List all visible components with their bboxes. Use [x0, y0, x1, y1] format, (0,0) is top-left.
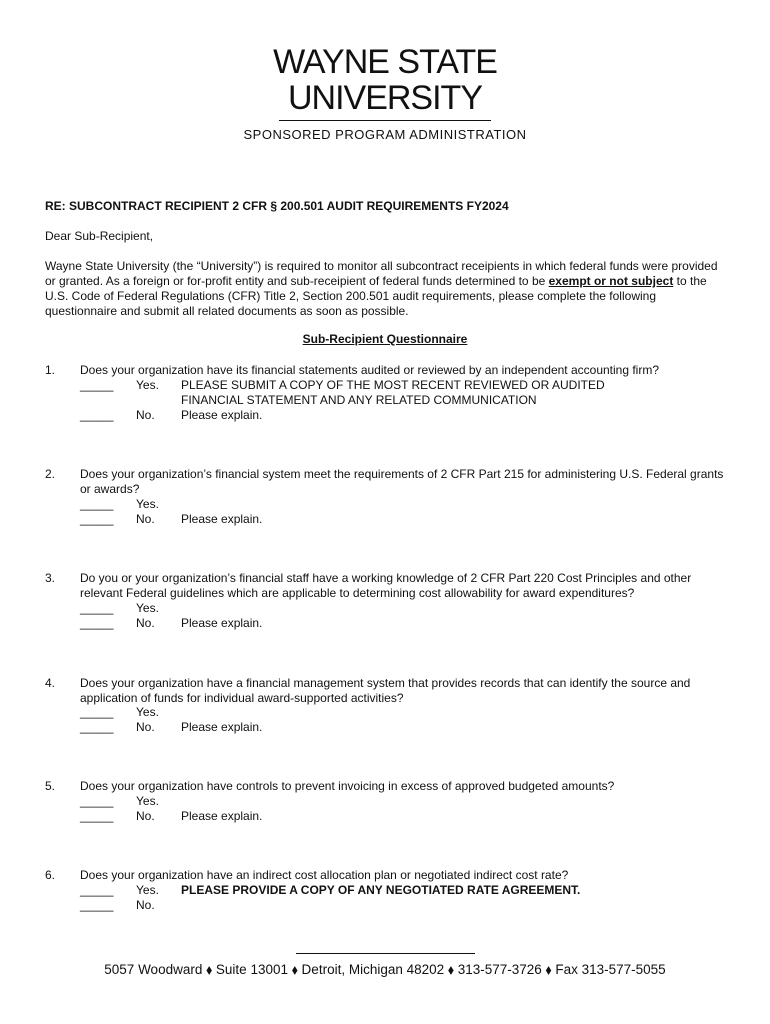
footer-address: 5057 Woodward ⬧ Suite 13001 ⬧ Detroit, Michigan 48202 ⬧ 313-577-3726 ⬧ Fax 313-577-5055: [104, 962, 666, 977]
yes-label: Yes.: [136, 497, 159, 511]
yes-label: Yes.: [136, 794, 159, 808]
intro-text-1: Wayne State University (the “University”) is required to monitor all subcontract receipients in which federal funds were provided or granted. As a foreign or for-profit entity and sub-receipient of federal funds determined to be: [45, 259, 718, 288]
university-logo: [0, 44, 770, 142]
question-2: [45, 467, 730, 497]
logo-line-1: WAYNE STATE: [273, 43, 497, 81]
yes-label: Yes.: [136, 883, 159, 897]
explain-label: Please explain.: [181, 512, 263, 526]
question-text: Does your organization have controls to prevent invoicing in excess of approved budgeted amounts?: [80, 779, 615, 793]
department-name: SPONSORED PROGRAM ADMINISTRATION: [243, 127, 527, 142]
yes-blank[interactable]: _____: [80, 497, 114, 511]
yes-blank[interactable]: _____: [80, 794, 114, 808]
question-5: [45, 779, 730, 794]
yes-blank[interactable]: _____: [80, 601, 114, 615]
explain-label: Please explain.: [181, 616, 263, 630]
no-label: No.: [136, 616, 155, 630]
yes-blank[interactable]: _____: [80, 378, 114, 392]
questionnaire-title: Sub-Recipient Questionnaire: [302, 332, 468, 346]
explain-label: Please explain.: [181, 408, 263, 422]
question-4: [45, 676, 730, 706]
question-text: Does your organization have a financial management system that provides records that can identify the source and application of funds for individual award-supported activities?: [80, 676, 691, 705]
yes-blank[interactable]: _____: [80, 705, 114, 719]
no-label: No.: [136, 512, 155, 526]
intro-emphasis: exempt or not subject: [548, 274, 674, 288]
no-blank[interactable]: _____: [80, 720, 114, 734]
question-text: Does your organization have its financial statements audited or reviewed by an independent accounting firm?: [80, 363, 660, 377]
yes-note: PLEASE SUBMIT A COPY OF THE MOST RECENT REVIEWED OR AUDITED FINANCIAL STATEMENT AND ANY RELATED COMMUNICATION: [181, 378, 605, 407]
no-blank[interactable]: _____: [80, 408, 114, 422]
logo-divider: [279, 120, 491, 121]
question-text: Does your organization have an indirect cost allocation plan or negotiated indirect cost rate?: [80, 868, 569, 882]
yes-note: PLEASE PROVIDE A COPY OF ANY NEGOTIATED RATE AGREEMENT.: [181, 883, 581, 897]
no-blank[interactable]: _____: [80, 616, 114, 630]
question-text: Do you or your organization’s financial staff have a working knowledge of 2 CFR Part 220 Cost Principles and other relevant Federal guidelines which are applicable to determining cost allowability for award expenditures?: [80, 571, 692, 600]
no-label: No.: [136, 720, 155, 734]
yes-label: Yes.: [136, 705, 159, 719]
question-number: 6.: [45, 868, 56, 882]
no-label: No.: [136, 898, 155, 912]
question-number: 1.: [45, 363, 56, 377]
no-label: No.: [136, 408, 155, 422]
logo-line-2: UNIVERSITY: [287, 79, 483, 117]
subject-line: RE: SUBCONTRACT RECIPIENT 2 CFR § 200.501 AUDIT REQUIREMENTS FY2024: [45, 199, 509, 213]
question-number: 5.: [45, 779, 56, 793]
question-number: 2.: [45, 467, 56, 481]
salutation: Dear Sub-Recipient,: [45, 229, 154, 243]
question-6: [45, 868, 730, 883]
yes-blank[interactable]: _____: [80, 883, 114, 897]
question-number: 4.: [45, 676, 56, 690]
no-blank[interactable]: _____: [80, 898, 114, 912]
yes-label: Yes.: [136, 601, 159, 615]
no-label: No.: [136, 809, 155, 823]
footer-divider: [296, 953, 475, 954]
intro-paragraph: [45, 259, 725, 319]
intro-text-2: to the U.S. Code of Federal Regulations (CFR) Title 2, Section 200.501 audit requirements, please complete the following questionnaire and submit all related documents as soon as possible.: [45, 274, 707, 318]
explain-label: Please explain.: [181, 809, 263, 823]
explain-label: Please explain.: [181, 720, 263, 734]
question-number: 3.: [45, 571, 56, 585]
question-1: [45, 363, 730, 378]
question-3: [45, 571, 730, 601]
yes-label: Yes.: [136, 378, 159, 392]
no-blank[interactable]: _____: [80, 512, 114, 526]
no-blank[interactable]: _____: [80, 809, 114, 823]
question-text: Does your organization’s financial system meet the requirements of 2 CFR Part 215 for administering U.S. Federal grants or awards?: [80, 467, 724, 496]
